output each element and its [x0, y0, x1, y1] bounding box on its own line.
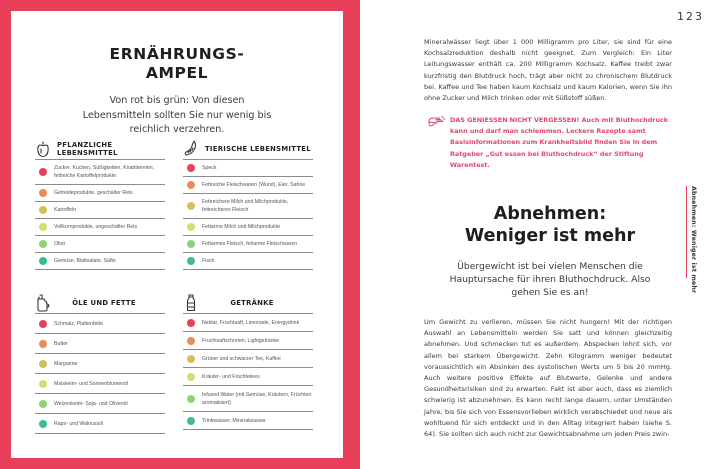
pointing-hand-icon	[428, 115, 446, 129]
list-item	[183, 219, 313, 236]
item-text: Infused Water (mit Gemüse, Kräutern, Früchten aromatisiert)	[202, 391, 312, 406]
item-text: Fettarme Milch und Milchprodukte	[202, 224, 281, 230]
list-item	[183, 236, 313, 253]
list-item	[183, 253, 313, 270]
paragraph-weight-loss: Um Gewicht zu verlieren, müssen Sie nicht hungern! Mit der richtigen Auswahl an Lebensmitteln werden Sie satt und können gleichzeitig abnehmen. Und schmecken tut es außerdem. Abspecken lohnt sich, vor allem bei starkem Übergewicht. Zehn Kilogramm weniger bedeutet voraussichtlich ein Absinken des systolischen Werts um 5 bis 20 mmHg. Auch weitere positive Effekte auf Blutwerte, Gelenke und andere Gesundheitsrisiken sind zu erwarten. Fakt ist aber auch, dass es ziemlich schwierig ist abzunehmen. Es kann recht lange dauern, unter Umständen Jahre, bis Sie sich von Essensvorlieben wirklich verabschiedet und neue als wohltuend für sich entdeckt und in den Alltag integriert haben (siehe S. 64). Sie sollten sich auch nicht zur Gewichtsabnahme um jeden Preis zwin-	[424, 318, 672, 439]
section-title-line2: Weniger ist mehr	[464, 226, 636, 246]
list-item	[35, 374, 165, 394]
orange-dot-icon	[187, 337, 195, 345]
item-text: Butter	[54, 340, 68, 347]
red-dot-icon	[39, 168, 47, 176]
tip-box	[428, 115, 678, 171]
item-text: Maiskeim- und Sonnenblumenöl	[54, 380, 129, 387]
light-green-dot-icon	[39, 380, 47, 388]
list-item	[35, 314, 165, 334]
item-text: Obst	[54, 241, 65, 247]
orange-dot-icon	[187, 181, 195, 189]
list-item	[183, 350, 313, 368]
item-text: Grüner und schwarzer Tee, Kaffee	[202, 355, 281, 362]
yellow-dot-icon	[39, 360, 47, 368]
list-item	[35, 185, 165, 202]
item-text: Nektar, Fruchtsaft, Limonade, Energydrink	[202, 319, 300, 326]
paragraph-mineral-water: Mineralwässer liegt über 1 000 Milligramm pro Liter, sie sind für eine Kochsalzreduktion deshalb nicht geeignet. Zum Vergleich: Ein Liter Leitungswasser enthält ca. 200 Milligramm Kochsalz. Kaffee treibt zwar kurzfristig den Blutdruck hoch, trägt aber nicht zu chronischem Blutdruck bei. Kaffee und Tee haben kaum Kochsalz und kaum Kalorien, wenn Sie ihn ohne Zucker und Milch trinken oder mit Süßstoff süßen.	[424, 38, 672, 103]
category-title: GETRÄNKE	[230, 298, 274, 307]
item-text: Margarine	[54, 360, 78, 367]
light-green-dot-icon	[187, 223, 195, 231]
item-text: Raps- und Walnussöl	[54, 420, 104, 427]
green-dot-icon	[39, 400, 47, 408]
bottle-icon	[183, 294, 199, 312]
category-item-list	[183, 160, 313, 270]
item-text: Vollkornprodukte, ungeschälter Reis	[54, 224, 138, 230]
category-item-list	[183, 314, 313, 430]
tip-text: DAS GENIESSEN NICHT VERGESSEN! Auch mit Bluthochdruck kann und darf man schlemmen. Leckere Rezepte samt Basisinformationen zum Krankheitsbild finden Sie in dem Ratgeber „Gut essen bei Bluthochdruck“ der Stiftung Warentest.	[450, 116, 669, 169]
panel-title-line1: ERNÄHRUNGS-	[109, 45, 245, 63]
pepper-icon	[35, 140, 51, 158]
item-text: Fettarmes Fleisch, fettarme Fleischwaren	[202, 241, 298, 247]
item-text: Gemüse, Blattsalate, Säfte	[54, 258, 116, 264]
item-text: Speck	[202, 165, 217, 171]
orange-dot-icon	[39, 340, 47, 348]
teal-dot-icon	[39, 257, 47, 265]
category-item-list	[35, 160, 165, 270]
panel-title	[11, 45, 343, 83]
category-header	[35, 292, 165, 314]
teal-dot-icon	[187, 417, 195, 425]
yellow-dot-icon	[39, 206, 47, 214]
list-item	[183, 160, 313, 177]
yellow-dot-icon	[187, 355, 195, 363]
green-dot-icon	[187, 395, 195, 403]
list-item	[35, 354, 165, 374]
category-title: PFLANZLICHE LEBENSMITTEL	[57, 140, 118, 157]
category-beverages	[183, 292, 313, 430]
item-text: Fettreichere Milch und Milchprodukte, fettreicheres Fleisch	[202, 199, 289, 213]
category-title: TIERISCHE LEBENSMITTEL	[205, 144, 311, 153]
chapter-side-tab-label: Abnehmen: Weniger ist mehr	[690, 186, 697, 294]
list-item	[35, 414, 165, 434]
list-item	[35, 219, 165, 236]
page-number: 123	[677, 10, 704, 23]
list-item	[183, 314, 313, 332]
panel-title-line2: AMPEL	[145, 64, 209, 82]
chapter-side-tab	[686, 186, 700, 294]
category-plant-foods	[35, 138, 165, 270]
item-text: Fisch	[202, 258, 215, 264]
teal-dot-icon	[39, 420, 47, 428]
green-dot-icon	[39, 240, 47, 248]
category-header	[183, 292, 313, 314]
category-animal-foods	[183, 138, 313, 270]
nutrition-traffic-light-panel	[11, 11, 343, 458]
category-header	[183, 138, 313, 160]
red-dot-icon	[187, 164, 195, 172]
red-dot-icon	[187, 319, 195, 327]
list-item	[183, 412, 313, 430]
list-item	[35, 202, 165, 219]
green-dot-icon	[187, 240, 195, 248]
list-item	[183, 194, 313, 219]
light-green-dot-icon	[187, 373, 195, 381]
item-text: Kräuter- und Früchtetees	[202, 373, 260, 380]
list-item	[35, 334, 165, 354]
item-text: Schmalz, Plattenfette	[54, 320, 104, 327]
category-title: ÖLE UND FETTE	[72, 298, 136, 307]
oil-jug-icon	[35, 294, 51, 312]
category-header	[35, 138, 165, 160]
red-dot-icon	[39, 320, 47, 328]
orange-dot-icon	[39, 189, 47, 197]
list-item	[35, 236, 165, 253]
panel-intro: Von rot bis grün: Von diesen Lebensmitteln sollten Sie nur wenig bis reichlich verzehren.	[82, 95, 272, 135]
section-title-line1: Abnehmen:	[493, 204, 607, 224]
item-text: Fruchtsaftschorlen, Lightgetränke	[202, 337, 279, 344]
light-green-dot-icon	[39, 223, 47, 231]
category-oils-fats	[35, 292, 165, 434]
teal-dot-icon	[187, 257, 195, 265]
list-item	[183, 332, 313, 350]
list-item	[35, 253, 165, 270]
list-item	[183, 368, 313, 386]
section-title	[430, 203, 670, 247]
item-text: Trinkwasser, Mineralwasser	[202, 417, 266, 424]
yellow-dot-icon	[187, 202, 195, 210]
list-item	[183, 386, 313, 412]
category-item-list	[35, 314, 165, 434]
item-text: Fettreiche Fleischwaren (Wurst), Eier, Sahne	[202, 182, 306, 188]
item-text: Zucker, Kuchen, Süßigkeiten, Knabbereien, fettreiche Kartoffelprodukte	[54, 165, 155, 179]
sausage-icon	[183, 140, 199, 158]
item-text: Kartoffeln	[54, 207, 77, 213]
item-text: Weizenkeim- Soja- und Olivenöl	[54, 400, 128, 407]
list-item	[183, 177, 313, 194]
item-text: Getreideprodukte, geschälter Reis	[54, 190, 133, 196]
section-subtitle: Übergewicht ist bei vielen Menschen die Hauptursache für ihren Bluthochdruck. Also gehen Sie es an!	[449, 261, 651, 298]
list-item	[35, 160, 165, 185]
list-item	[35, 394, 165, 414]
